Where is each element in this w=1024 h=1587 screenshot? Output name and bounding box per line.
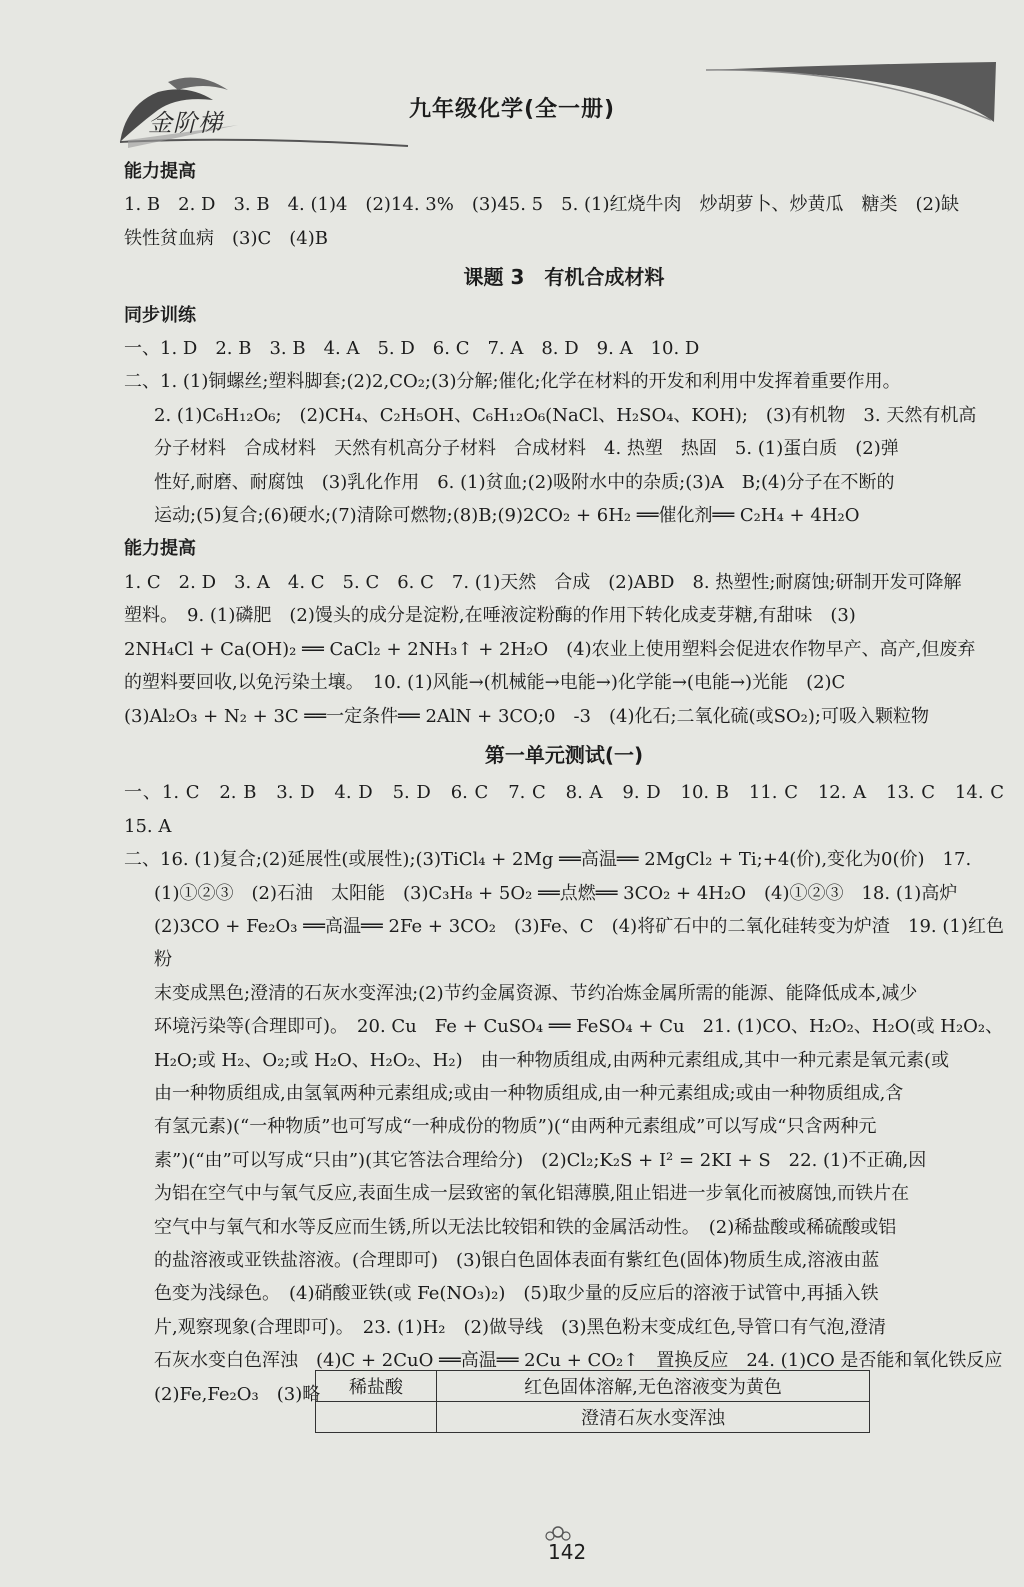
- logo-text: 金阶梯: [148, 109, 223, 137]
- answer-line: 一、1. C 2. B 3. D 4. D 5. D 6. C 7. C 8. A 9. D 10. B 11. C 12. A 13. C 14. C 15. A: [124, 782, 1022, 837]
- answer-line: 素”)(“由”可以写成“只由”)(其它答法合理给分) (2)Cl₂;K₂S + I² = 2KI + S 22. (1)不正确,因: [154, 1149, 927, 1171]
- book-title: 九年级化学(全一册): [408, 97, 616, 122]
- answer-line: 片,观察现象(合理即可)。 23. (1)H₂ (2)做导线 (3)黑色粉末变成红色,导管口有气泡,澄清: [154, 1316, 886, 1338]
- answer-line: (2)3CO + Fe₂O₃ ══高温══ 2Fe + 3CO₂ (3)Fe、C (4)将矿石中的二氧化硅转变为炉渣 19. (1)红色粉: [154, 915, 1004, 971]
- answer-line: 塑料。 9. (1)磷肥 (2)馒头的成分是淀粉,在唾液淀粉酶的作用下转化成麦芽糖,有甜味 (3): [124, 605, 856, 627]
- answer-line: 铁性贫血病 (3)C (4)B: [124, 227, 328, 249]
- table-row: [316, 1371, 870, 1402]
- answer-line: 二、16. (1)复合;(2)延展性(或展性);(3)TiCl₄ + 2Mg ══高温══ 2MgCl₂ + Ti;+4(价),变化为0(价) 17.: [124, 849, 972, 871]
- page-number: 142: [548, 1540, 587, 1564]
- answer-line: 的塑料要回收,以免污染土壤。 10. (1)风能→(机械能→电能→)化学能→(电能→)光能 (2)C: [124, 672, 846, 694]
- answer-line: 1. B 2. D 3. B 4. (1)4 (2)14. 3% (3)45. 5 5. (1)红烧牛肉 炒胡萝卜、炒黄瓜 糖类 (2)缺: [124, 194, 960, 216]
- table-row: [316, 1402, 870, 1433]
- answer-line: 末变成黑色;澄清的石灰水变浑浊;(2)节约金属资源、节约冶炼金属所需的能源、能降低成本,减少: [154, 982, 918, 1004]
- answer-line: (3)Al₂O₃ + N₂ + 3C ══一定条件══ 2AlN + 3CO;0 -3 (4)化石;二氧化硫(或SO₂);可吸入颗粒物: [124, 705, 929, 727]
- answer-line: 由一种物质组成,由氢氧两种元素组成;或由一种物质组成,由一种元素组成;或由一种物质组成,含: [154, 1082, 904, 1104]
- answer-line: 2NH₄Cl + Ca(OH)₂ ══ CaCl₂ + 2NH₃↑ + 2H₂O (4)农业上使用塑料会促进农作物早产、高产,但废弃: [124, 638, 976, 660]
- answer-line: 2. (1)C₆H₁₂O₆; (2)CH₄、C₂H₅OH、C₆H₁₂O₆(NaCl、H₂SO₄、KOH); (3)有机物 3. 天然有机高: [154, 404, 977, 426]
- answer-line: 有氢元素)(“一种物质”也可写成“一种成份的物质”)(“由两种元素组成”可以写成“只含两种元: [154, 1116, 877, 1138]
- answer-line: (2)Fe,Fe₂O₃ (3)略: [154, 1383, 321, 1405]
- answer-line: 二、1. (1)铜螺丝;塑料脚套;(2)2,CO₂;(3)分解;催化;化学在材料的开发和利用中发挥着重要作用。: [124, 371, 901, 393]
- table-cell: 红色固体溶解,无色溶液变为黄色: [437, 1371, 870, 1402]
- table-cell: [316, 1402, 437, 1433]
- answer-line: 一、1. D 2. B 3. B 4. A 5. D 6. C 7. A 8. D 9. A 10. D: [124, 338, 700, 360]
- chapter-title: 课题 3 有机合成材料: [463, 265, 665, 290]
- section-heading: 能力提高: [124, 538, 196, 560]
- answer-line: 空气中与氧气和水等反应而生锈,所以无法比较铝和铁的金属活动性。 (2)稀盐酸或稀硫酸或铝: [154, 1216, 897, 1238]
- chapter-title: 第一单元测试(一): [484, 742, 644, 767]
- answer-line: H₂O;或 H₂、O₂;或 H₂O、H₂O₂、H₂) 由一种物质组成,由两种元素组成,其中一种元素是氧元素(或: [154, 1049, 950, 1071]
- answer-line: 色变为浅绿色。 (4)硝酸亚铁(或 Fe(NO₃)₂) (5)取少量的反应后的溶液于试管中,再插入铁: [154, 1283, 879, 1305]
- answer-line: 1. C 2. D 3. A 4. C 5. C 6. C 7. (1)天然 合成 (2)ABD 8. 热塑性;耐腐蚀;研制开发可降解: [124, 571, 962, 593]
- answer-line: 的盐溶液或亚铁盐溶液。(合理即可) (3)银白色固体表面有紫红色(固体)物质生成,溶液由蓝: [154, 1250, 880, 1271]
- answer-line: 运动;(5)复合;(6)硬水;(7)清除可燃物;(8)B;(9)2CO₂ + 6H₂ ══催化剂══ C₂H₄ + 4H₂O: [154, 505, 860, 527]
- answer-content: [124, 155, 1022, 1411]
- answer-line: 为铝在空气中与氧气反应,表面生成一层致密的氧化铝薄膜,阻止铝进一步氧化而被腐蚀,而铁片在: [154, 1183, 910, 1205]
- section-heading: 能力提高: [124, 161, 196, 182]
- answer-line: 环境污染等(合理即可)。 20. Cu Fe + CuSO₄ ══ FeSO₄ + Cu 21. (1)CO、H₂O₂、H₂O(或 H₂O₂、: [154, 1016, 1004, 1038]
- answer-table: [315, 1370, 870, 1433]
- answer-line: 性好,耐磨、耐腐蚀 (3)乳化作用 6. (1)贫血;(2)吸附水中的杂质;(3)A B;(4)分子在不断的: [154, 471, 895, 493]
- answer-line: 石灰水变白色浑浊 (4)C + 2CuO ══高温══ 2Cu + CO₂↑ 置换反应 24. (1)CO 是否能和氧化铁反应: [154, 1350, 1003, 1372]
- table-cell: 澄清石灰水变浑浊: [437, 1402, 870, 1433]
- answer-line: (1)①②③ (2)石油 太阳能 (3)C₃H₈ + 5O₂ ══点燃══ 3CO₂ + 4H₂O (4)①②③ 18. (1)高炉: [154, 882, 958, 904]
- table-cell: 稀盐酸: [316, 1371, 437, 1402]
- section-heading: 同步训练: [124, 304, 196, 326]
- answer-line: 分子材料 合成材料 天然有机高分子材料 合成材料 4. 热塑 热固 5. (1)蛋白质 (2)弹: [154, 438, 899, 460]
